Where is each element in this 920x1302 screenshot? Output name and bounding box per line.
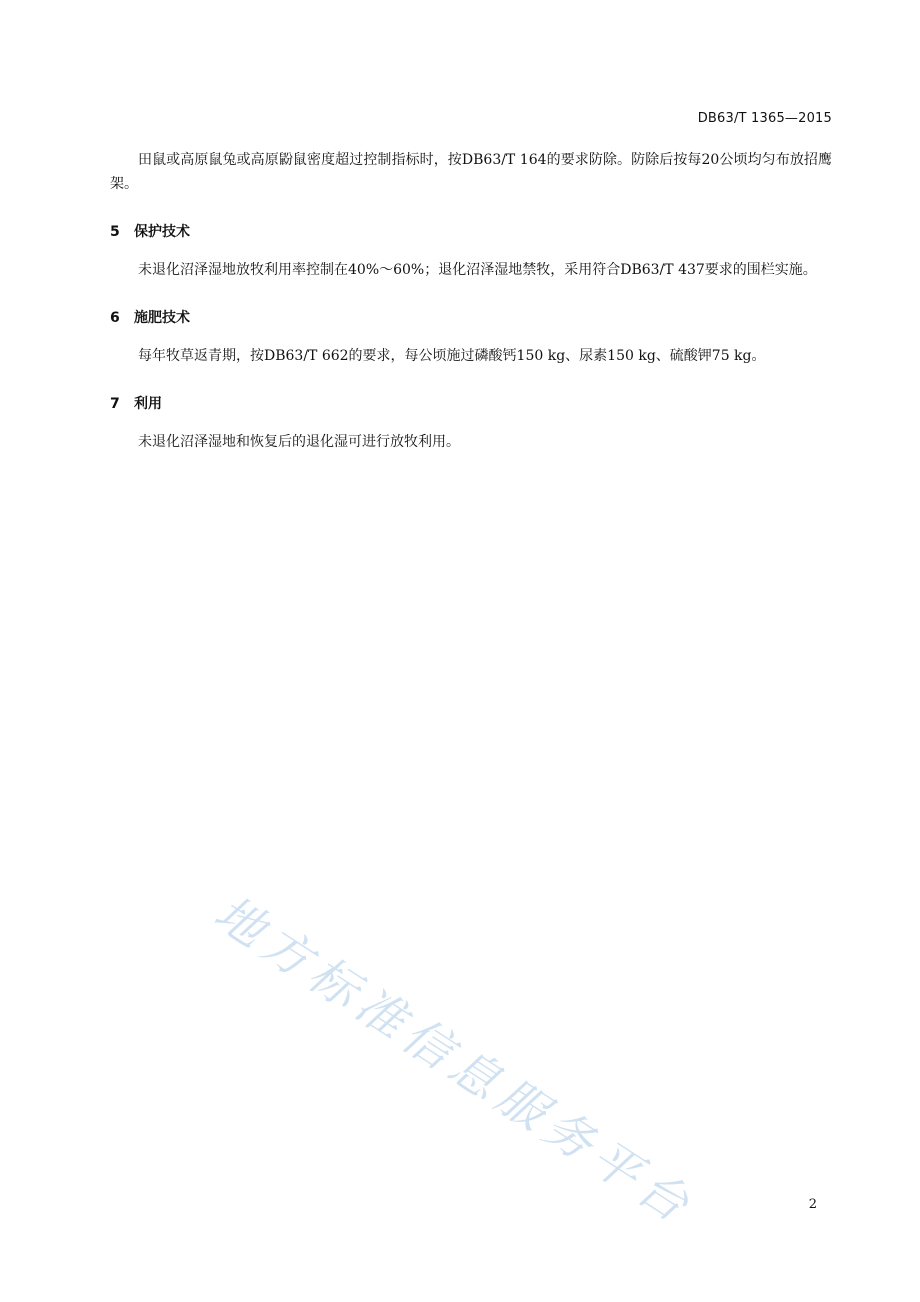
document-body xyxy=(110,148,832,454)
section-title: 保护技术 xyxy=(134,224,190,240)
paragraph-fertilization: 每年牧草返青期，按DB63/T 662的要求，每公顷施过磷酸钙150 kg、尿素150 kg、硫酸钾75 kg。 xyxy=(138,348,766,364)
standard-code-header: DB63/T 1365—2015 xyxy=(697,111,832,126)
section-heading-fertilization xyxy=(110,306,832,330)
section-number: 5 xyxy=(110,224,120,240)
section-title: 施肥技术 xyxy=(134,310,190,326)
section-title: 利用 xyxy=(134,396,162,412)
watermark-text: 地方标准信息服务平台 xyxy=(204,884,705,1237)
paragraph-rodent-control: 田鼠或高原鼠兔或高原鼢鼠密度超过控制指标时，按DB63/T 164的要求防除。防除后按每20公顷均匀布放招鹰架。 xyxy=(110,152,832,192)
section-heading-protection xyxy=(110,220,832,244)
page-number: 2 xyxy=(808,1197,817,1212)
paragraph-protection: 未退化沼泽湿地放牧利用率控制在40%～60%；退化沼泽湿地禁牧，采用符合DB63/T 437要求的围栏实施。 xyxy=(138,262,817,278)
section-number: 6 xyxy=(110,310,120,326)
paragraph-utilization: 未退化沼泽湿地和恢复后的退化湿可进行放牧利用。 xyxy=(138,434,460,450)
section-number: 7 xyxy=(110,396,120,412)
section-heading-utilization xyxy=(110,392,832,416)
